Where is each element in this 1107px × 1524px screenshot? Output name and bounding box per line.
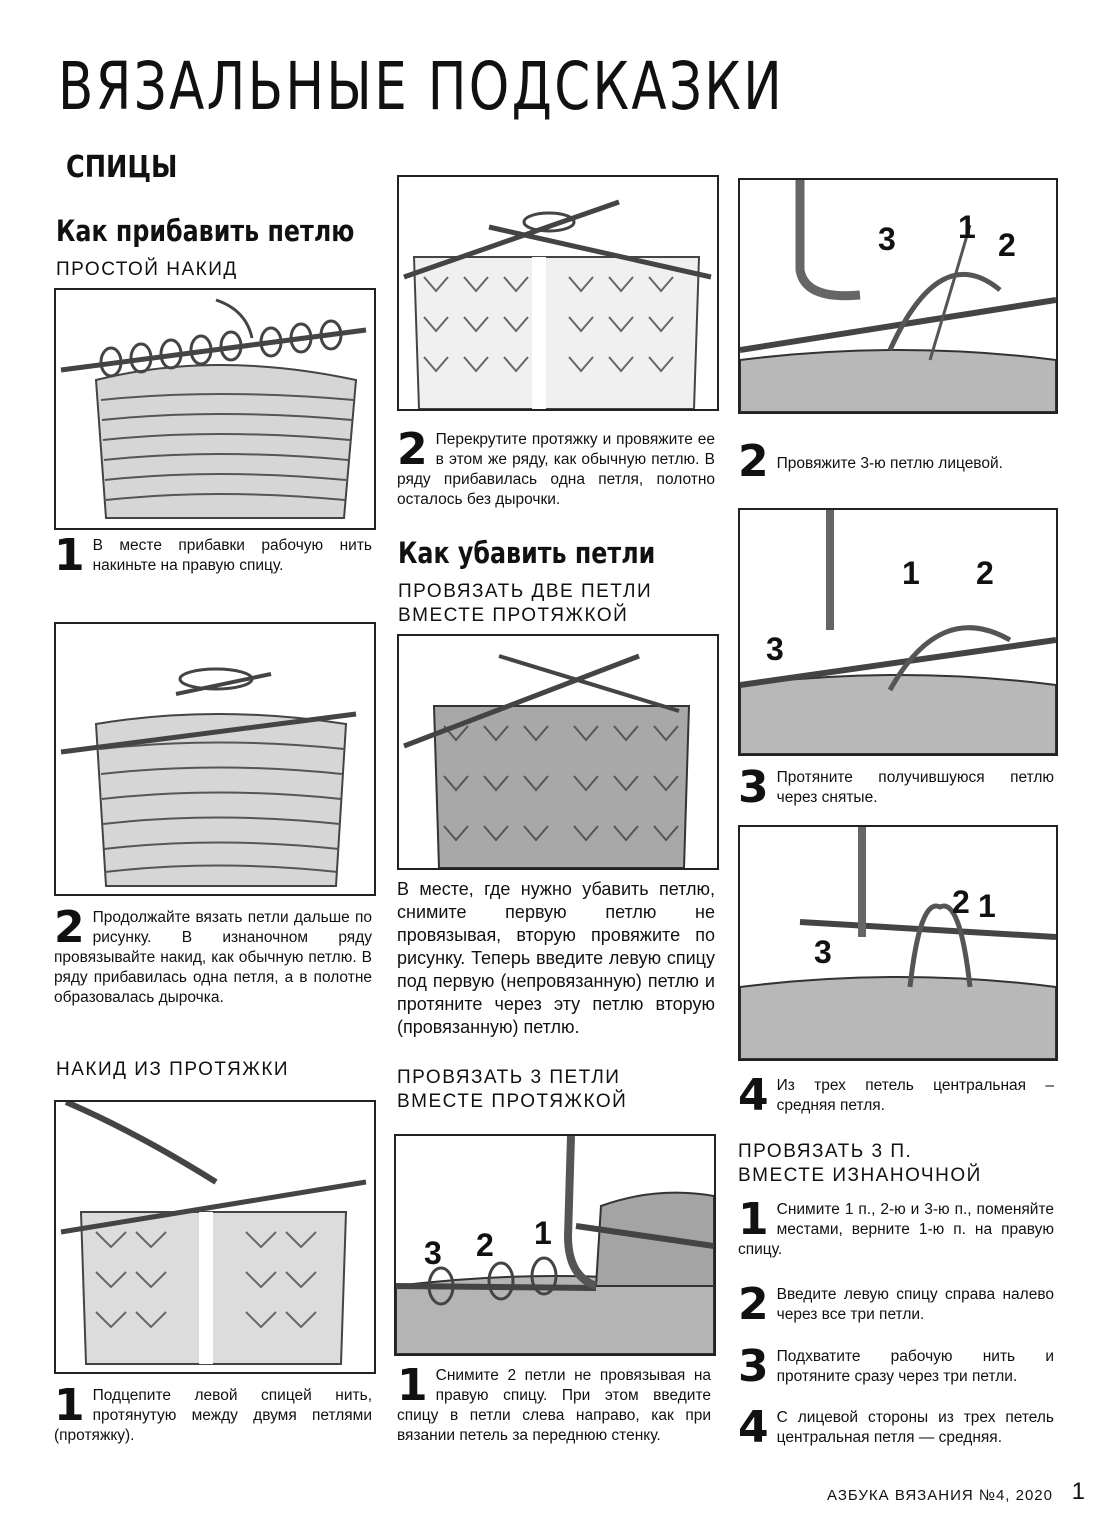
step-number: 2: [738, 436, 769, 487]
figure-three-together: [394, 1134, 716, 1356]
step-number: 3: [738, 1341, 769, 1392]
step-text: Продолжайте вязать петли дальше по рисунку. В изнаночном ряду провязывайте накид, как обычную петлю. В ряду прибавилась одна петля, а в полотне образовалась дырочка.: [54, 909, 372, 1006]
subheading-yarnover-from-bar: НАКИД ИЗ ПРОТЯЖКИ: [56, 1059, 290, 1080]
loop-label-3: 3: [766, 631, 784, 667]
heading-decrease: Как убавить петли: [398, 536, 656, 570]
step-number: 1: [54, 1380, 85, 1431]
knitting-illustration: [56, 624, 374, 894]
knitting-illustration: [399, 636, 717, 868]
step-number: 1: [54, 530, 85, 581]
step-2-simple-yarnover: [54, 902, 372, 1008]
step-text: С лицевой стороны из трех петель центральная петля — средняя.: [776, 1409, 1054, 1446]
figure-two-together: [397, 634, 719, 870]
step-2-knit-third: [738, 436, 1054, 487]
figure-pull-through: [738, 508, 1058, 756]
step-text: Подцепите левой спицей нить, протянутую между двумя петлями (протяжку).: [54, 1387, 372, 1444]
subheading-line: ВМЕСТЕ ПРОТЯЖКОЙ: [397, 1091, 628, 1112]
step-number: 1: [397, 1360, 428, 1411]
knitting-illustration: [396, 1136, 714, 1354]
subheading-three-purl: [738, 1140, 982, 1188]
loop-label-3: 3: [424, 1235, 442, 1271]
figure-yarnover-from-bar: [54, 1100, 376, 1374]
loop-label-2: 2: [976, 555, 994, 591]
step-text: Провяжите 3-ю петлю лицевой.: [776, 455, 1003, 472]
list-item: [738, 1341, 1054, 1392]
step-text: В месте прибавки рабочую нить накиньте на правую спицу.: [92, 537, 372, 574]
loop-label-2: 2: [998, 227, 1016, 263]
step-text: Введите левую спицу справа налево через все три петли.: [776, 1286, 1054, 1323]
list-item: [738, 1402, 1054, 1453]
step-text: Снимите 2 петли не провязывая на правую спицу. При этом введите спицу в петли слева направо, как при вязании петель за переднюю стенку.: [397, 1367, 711, 1444]
step-text: Снимите 1 п., 2-ю и 3-ю п., поменяйте местами, верните 1-ю п. на правую спицу.: [738, 1201, 1054, 1258]
knitting-illustration: [56, 1102, 374, 1372]
footer-magazine: АЗБУКА ВЯЗАНИЯ №4, 2020: [827, 1487, 1053, 1504]
subheading-line: ВМЕСТЕ ИЗНАНОЧНОЙ: [738, 1165, 982, 1186]
loop-label-3: 3: [878, 221, 896, 257]
step-text: Подхватите рабочую нить и протяните сразу через три петли.: [776, 1348, 1054, 1385]
knitting-illustration: [740, 510, 1056, 754]
loop-label-1: 1: [902, 555, 920, 591]
step-number: 1: [738, 1194, 769, 1245]
list-item: [738, 1194, 1054, 1260]
knitting-illustration: [740, 827, 1056, 1059]
step-number: 2: [54, 902, 85, 953]
list-item: [738, 1279, 1054, 1330]
figure-center-loop: [738, 825, 1058, 1061]
step-number: 4: [738, 1402, 769, 1453]
subheading-line: ВМЕСТЕ ПРОТЯЖКОЙ: [398, 605, 629, 626]
figure-knit-third-loop: [738, 178, 1058, 414]
step-1-simple-yarnover: [54, 530, 372, 581]
subheading-line: ПРОВЯЗАТЬ 3 П.: [738, 1141, 913, 1162]
figure-simple-yarnover: [54, 288, 376, 530]
loop-label-1: 1: [534, 1215, 552, 1251]
step-2-twisted-bar: [397, 424, 715, 510]
heading-increase: Как прибавить петлю: [56, 214, 355, 248]
page-title: ВЯЗАЛЬНЫЕ ПОДСКАЗКИ: [58, 48, 785, 125]
figure-twisted-bar: [397, 175, 719, 411]
knitting-illustration: [399, 177, 717, 409]
step-1-yarnover-from-bar: [54, 1380, 372, 1446]
loop-label-1: 1: [978, 888, 996, 924]
step-number: 4: [738, 1070, 769, 1121]
loop-label-2: 2: [952, 884, 970, 920]
step-text: Перекрутите протяжку и провяжите ее в этом же ряду, как обычную петлю. В ряду прибавилась одна петля, полотно осталось без дырочки.: [397, 431, 715, 508]
knitting-illustration: [56, 290, 374, 528]
loop-label-3: 3: [814, 934, 832, 970]
step-3-pull-through: [738, 762, 1054, 813]
subheading-line: ПРОВЯЗАТЬ 3 ПЕТЛИ: [397, 1067, 621, 1088]
step-text: Из трех петель центральная – средняя петля.: [776, 1077, 1054, 1114]
step-number: 3: [738, 762, 769, 813]
step-1-three-together: [397, 1360, 711, 1446]
step-4-center-loop: [738, 1070, 1054, 1121]
loop-label-2: 2: [476, 1227, 494, 1263]
figure-yarnover-knit: [54, 622, 376, 896]
subheading-simple-yarnover: ПРОСТОЙ НАКИД: [56, 259, 238, 280]
knitting-illustration: [740, 180, 1056, 412]
subheading-line: ПРОВЯЗАТЬ ДВЕ ПЕТЛИ: [398, 581, 653, 602]
decrease-instructions: В месте, где нужно убавить петлю, снимите первую петлю не провязывая, вторую провяжите по рисунку. Теперь введите левую спицу под первую (непровязанную) петлю и протяните через эту петлю вторую (провязанную) петлю.: [397, 879, 715, 1037]
subheading-three-together: [397, 1066, 627, 1114]
step-number: 2: [738, 1279, 769, 1330]
subheading-two-together: [398, 580, 652, 628]
step-number: 2: [397, 424, 428, 475]
loop-label-1: 1: [958, 209, 976, 245]
page-number: 1: [1071, 1478, 1085, 1505]
step-text: Протяните получившуюся петлю через снятые.: [776, 769, 1054, 806]
section-title: СПИЦЫ: [66, 150, 178, 185]
